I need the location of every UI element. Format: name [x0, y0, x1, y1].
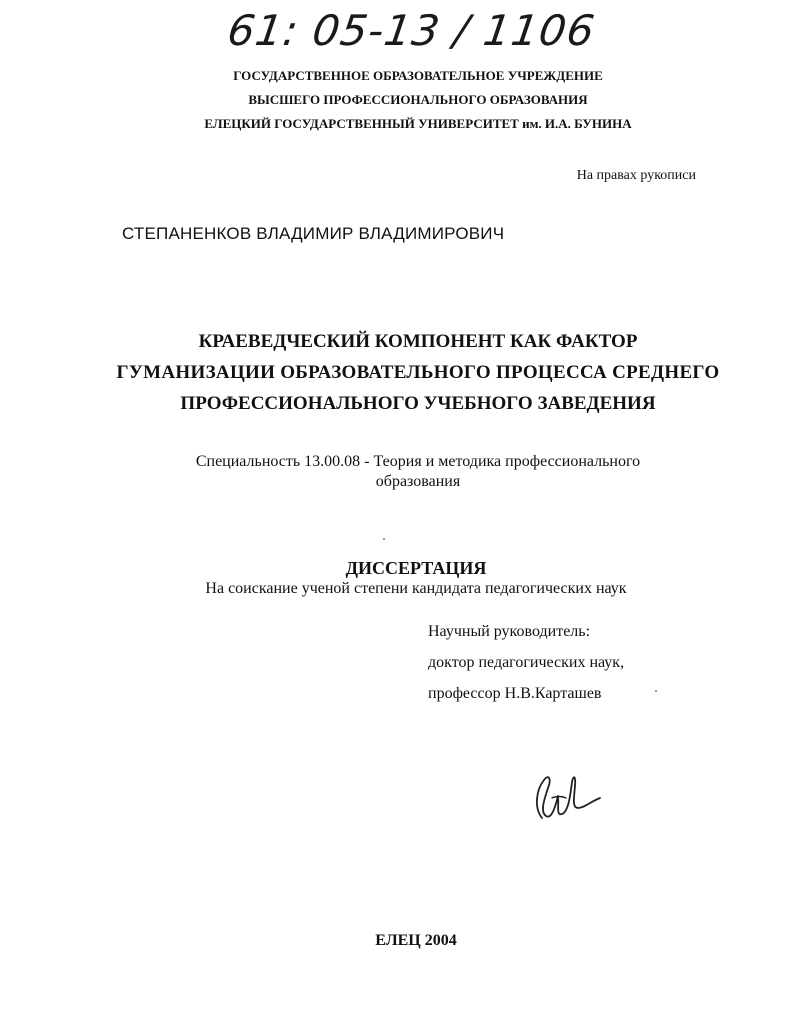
- thesis-title-line-3: ПРОФЕССИОНАЛЬНОГО УЧЕБНОГО ЗАВЕДЕНИЯ: [180, 393, 656, 414]
- supervisor-label: Научный руководитель:: [428, 623, 591, 640]
- supervisor-degree: доктор педагогических наук,: [428, 654, 625, 671]
- specialty-line-2: образования: [375, 473, 461, 490]
- institution-line-3: ЕЛЕЦКИЙ ГОСУДАРСТВЕННЫЙ УНИВЕРСИТЕТ им. И.А. БУНИНА: [204, 116, 632, 131]
- thesis-title-line-2: ГУМАНИЗАЦИИ ОБРАЗОВАТЕЛЬНОГО ПРОЦЕССА СРЕДНЕГО: [116, 362, 720, 383]
- supervisor-name: профессор Н.В.Карташев: [428, 685, 602, 702]
- manuscript-rights-note: На правах рукописи: [576, 168, 696, 183]
- author-name: СТЕПАНЕНКОВ ВЛАДИМИР ВЛАДИМИРОВИЧ: [122, 224, 505, 243]
- thesis-title-line-1: КРАЕВЕДЧЕСКИЙ КОМПОНЕНТ КАК ФАКТОР: [198, 331, 638, 352]
- specialty-line-1: Специальность 13.00.08 - Теория и методика профессионального: [195, 453, 641, 470]
- city-year: ЕЛЕЦ 2004: [375, 932, 457, 949]
- scan-speck: [655, 690, 657, 692]
- signature: [528, 768, 608, 833]
- degree-statement: На соискание ученой степени кандидата педагогических наук: [205, 580, 627, 597]
- institution-line-1: ГОСУДАРСТВЕННОЕ ОБРАЗОВАТЕЛЬНОЕ УЧРЕЖДЕНИЕ: [233, 68, 603, 83]
- institution-line-2: ВЫСШЕГО ПРОФЕССИОНАЛЬНОГО ОБРАЗОВАНИЯ: [248, 92, 588, 107]
- scan-speck: [383, 538, 385, 540]
- handwritten-archive-code-text: 61: 05-13 / 1106: [224, 6, 599, 55]
- document-type: ДИССЕРТАЦИЯ: [345, 558, 487, 578]
- handwritten-archive-code: [225, 6, 599, 55]
